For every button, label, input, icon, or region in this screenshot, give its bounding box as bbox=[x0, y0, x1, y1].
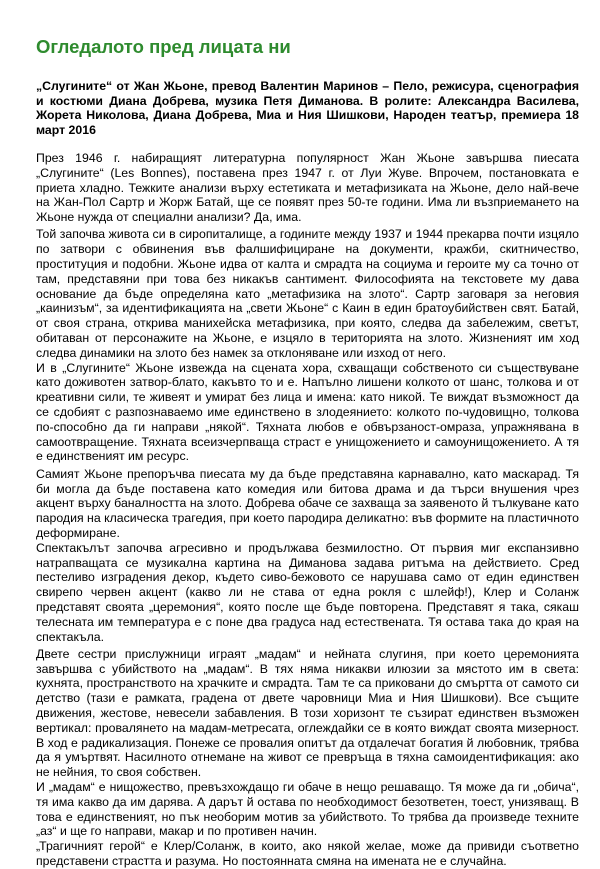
paragraph: Спектакълът започва агресивно и продължава безмилостно. От първия миг експанзивно натрапващата се музикална картина на Диманова задава ритъма на действието. Сред пестеливо изградения декор, където сиво-бежовото се нарушава само от един единствен свирепо червен акцент (какво ли не става от една рокля с шлейф!), Клер и Соланж представят своята „церемония“, която после ще бъде повторена. Представят я така, сякаш телесната им температура е с поне два градуса над естествената. Тя остава така до края на спектакъла. bbox=[36, 540, 579, 644]
paragraph: Самият Жьоне препоръчва пиесата му да бъде представяна карнавално, като маскарад. Тя би могла да бъде поставена като комедия или битова драма и да търси внушения чрез акцент върху баналността на злото. Добрева обаче се захваща за заявеното й тълкуване като пародия на класическа трагедия, при което пародира деликатно: във формите на пластичното деформиране. bbox=[36, 466, 579, 540]
article-body bbox=[36, 151, 579, 869]
paragraph: „Трагичният герой“ е Клер/Соланж, в които, ако някой желае, може да привиди съответно представени страстта и разума. Но постоянната смяна на имената не е случайна. bbox=[36, 839, 579, 868]
article-title: Огледалото пред лицата ни bbox=[36, 36, 291, 57]
paragraph: През 1946 г. набиращият литературна популярност Жан Жьоне завършва пиесата „Слугините“ (Les Bonnes), поставена през 1947 г. от Луи Жуве. Впрочем, постановката е приета хладно. Тежките анализи върху естетиката и метафизиката на Жьоне, дело най-вече на Жан-Пол Сартр и Жорж Батай, ще се появят през 50-те години. Има ли възприемането на Жьоне нужда от специални анализи? Да, има. bbox=[36, 151, 579, 225]
paragraph: Двете сестри прислужници играят „мадам“ и нейната слугиня, при което церемонията завършва с убийството на „мадам“. В тях няма никакви илюзии за мястото им в света: кухнята, пространството на храчките и смрадта. Там те са приковани до смъртта от самото си детство (тази е рамката, градена от двете чаровници Миа и Ния Шишкови). Все същите движения, жестове, невесели забавления. В този хоризонт те съзират единствен възможен вертикал: провалянето на мадам-метресата, оглеждайки се в която виждат своята мизерност. В ход е радикализация. Понеже се провалия опитът да отдалечат богатия й любовник, трябва да я умъртвят. Насилното отнемане на живот се превръща в тяхна самоидентификация: ако не нейния, то своя собствен. bbox=[36, 646, 579, 780]
paragraph: И в „Слугините“ Жьоне извежда на сцената хора, схващащи собственото си съществуване като доживотен затвор-блато, какъвто то и е. Напълно лишени колкото от шанс, толкова и от креативни сили, те живеят и умират без лица и имена: като никой. Те виждат възможност да се сдобият с разпознаваемо име единствено в злодеянието: колкото по-чудовищно, толкова по-способно да ги направи „някой“. Тяхната любов е обвързаност-омраза, упражнявана в самоотвращение. Тяхната всеизчерпваща страст е унищожението и самоунищожението. А тя е единственият им ресурс. bbox=[36, 360, 579, 464]
paragraph: Той започва живота си в сиропиталище, а годините между 1937 и 1944 прекарва почти изцяло по затвори с обвинения във фалшифициране на документи, кражби, скитничество, проституция и подобни. Жьоне идва от калта и смрадта на социума и героите му са точно от там, представяни при това без никакъв сантимент. Философията на текстовете му дава основание да бъде определяна като „метафизика на злото“. Сартр заговаря за неговия „каинизъм“, за идентификацията на „свети Жьоне“ с Каин в един братоубийствен свят. Батай, от своя страна, открива манихейска метафизика, при която, следва да забележим, светът, обитаван от персонажите на Жьоне, е изцяло в територията на злото. Жизненият им ход следва динамики на злото без намек за отклоняване или изход от него. bbox=[36, 227, 579, 360]
article-credits: „Слугините“ от Жан Жьоне, превод Валентин Маринов – Пело, режисура, сценография и костюми Диана Добрева, музика Петя Диманова. В ролите: Александра Василева, Жорета Николова, Диана Добрева, Миа и Ния Шишкови, Народен театър, премиера 18 март 2016 bbox=[36, 79, 579, 137]
paragraph: И „мадам“ е нищожество, превъзхождащо ги обаче в нещо решаващо. Тя може да ги „обича“, тя има какво да им дарява. А дарът й остава по необходимост безответен, тоест, унизяващ. В това е единственият, но пък необорим мотив за убийството. То трябва да произведе техните „аз“ и ще го направи, макар и по противен начин. bbox=[36, 779, 579, 839]
